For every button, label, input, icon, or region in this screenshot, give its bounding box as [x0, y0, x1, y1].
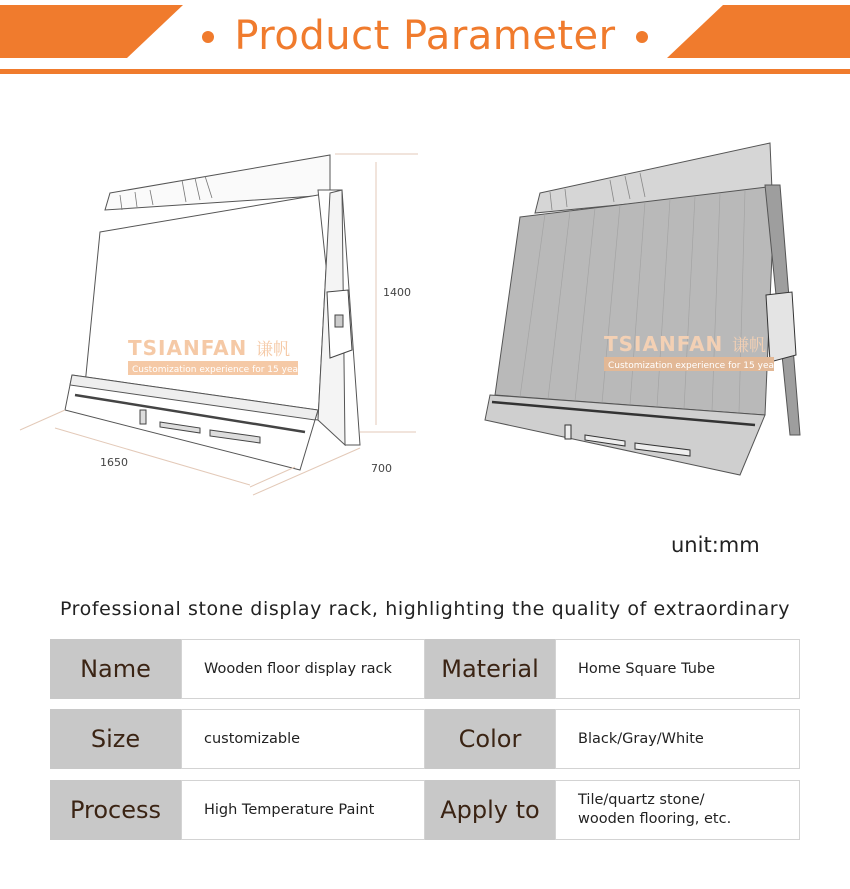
page-title: Product Parameter [234, 13, 616, 59]
tagline: Professional stone display rack, highlighting the quality of extraordinary [59, 598, 791, 620]
rack-sketch-left [65, 155, 360, 470]
svg-text:Customization experience for 1: Customization experience for 15 years [132, 365, 307, 375]
param-value-color: Black/Gray/White [555, 709, 800, 769]
header-banner [0, 0, 850, 80]
svg-text:TSIANFAN: TSIANFAN [604, 332, 724, 356]
param-value-size: customizable [181, 709, 425, 769]
param-value-process: High Temperature Paint [181, 780, 425, 840]
param-value-name: Wooden floor display rack [181, 639, 425, 699]
brand-watermark-left [128, 336, 307, 375]
param-row [50, 639, 800, 699]
param-label-process: Process [50, 780, 181, 840]
svg-text:TSIANFAN: TSIANFAN [128, 336, 248, 360]
dimension-depth-label: 700 [371, 462, 392, 475]
param-value-material: Home Square Tube [555, 639, 800, 699]
param-row [50, 709, 800, 769]
svg-text:谦帆: 谦帆 [256, 340, 290, 360]
brand-watermark-right [604, 332, 783, 371]
param-label-apply-to: Apply to [425, 780, 555, 840]
header-underline [0, 69, 850, 74]
dimension-height-label: 1400 [383, 286, 411, 299]
param-value-apply-to: Tile/quartz stone/ wooden flooring, etc. [555, 780, 800, 840]
dimension-width-label: 1650 [100, 456, 128, 469]
param-label-size: Size [50, 709, 181, 769]
param-label-material: Material [425, 639, 555, 699]
svg-text:谦帆: 谦帆 [732, 336, 766, 356]
param-label-color: Color [425, 709, 555, 769]
param-row [50, 780, 800, 840]
unit-label: unit:mm [671, 533, 760, 557]
svg-text:Customization experience for 1: Customization experience for 15 years [608, 361, 783, 371]
param-label-name: Name [50, 639, 181, 699]
rack-render-right [485, 143, 800, 475]
